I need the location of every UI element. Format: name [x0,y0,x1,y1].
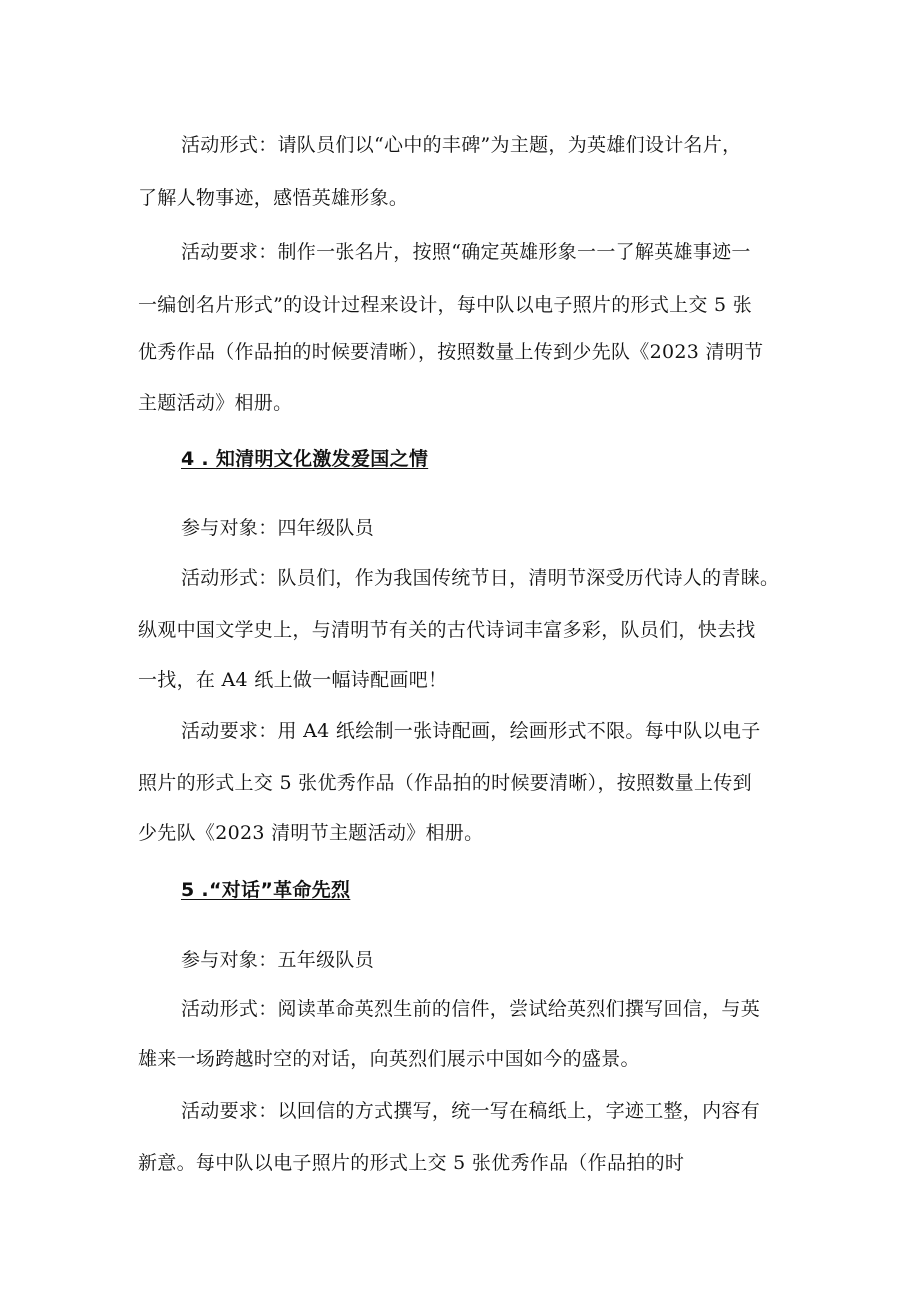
paragraph-line: 活动要求：制作一张名片，按照“确定英雄形象一一了解英雄事迹一 [181,241,751,263]
paragraph-line: 一编创名片形式”的设计过程来设计，每中队以电子照片的形式上交 5 张 [138,294,753,316]
paragraph-line: 活动形式：请队员们以“心中的丰碑”为主题，为英雄们设计名片， [181,134,742,156]
paragraph-line: 雄来一场跨越时空的对话，向英烈们展示中国如今的盛景。 [138,1048,640,1070]
paragraph-line: 活动形式：队员们，作为我国传统节日，清明节深受历代诗人的青睐。 [181,567,780,589]
paragraph-line: 少先队《2023 清明节主题活动》相册。 [138,822,484,844]
section-heading-5: 5 .“对话”革命先烈 [181,879,351,901]
paragraph-line: 新意。每中队以电子照片的形式上交 5 张优秀作品（作品拍的时 [138,1152,685,1174]
paragraph-line: 照片的形式上交 5 张优秀作品（作品拍的时候要清晰），按照数量上传到 [138,772,752,794]
paragraph-line: 参与对象：四年级队员 [181,517,375,539]
paragraph-line: 一找，在 A4 纸上做一幅诗配画吧！ [138,669,448,691]
paragraph-line: 优秀作品（作品拍的时候要清晰），按照数量上传到少先队《2023 清明节 [138,341,764,363]
paragraph-line: 了解人物事迹，感悟英雄形象。 [138,187,409,209]
paragraph-line: 主题活动》相册。 [138,392,293,414]
paragraph-line: 参与对象：五年级队员 [181,949,375,971]
paragraph-line: 活动要求：以回信的方式撰写，统一写在稿纸上，字迹工整，内容有 [181,1100,761,1122]
paragraph-line: 活动形式：阅读革命英烈生前的信件，尝试给英烈们撰写回信，与英 [181,998,761,1020]
section-heading-4: 4 . 知清明文化激发爱国之情 [181,448,429,470]
paragraph-line: 纵观中国文学史上，与清明节有关的古代诗词丰富多彩，队员们，快去找 [138,619,756,641]
paragraph-line: 活动要求：用 A4 纸绘制一张诗配画，绘画形式不限。每中队以电子 [181,720,761,742]
